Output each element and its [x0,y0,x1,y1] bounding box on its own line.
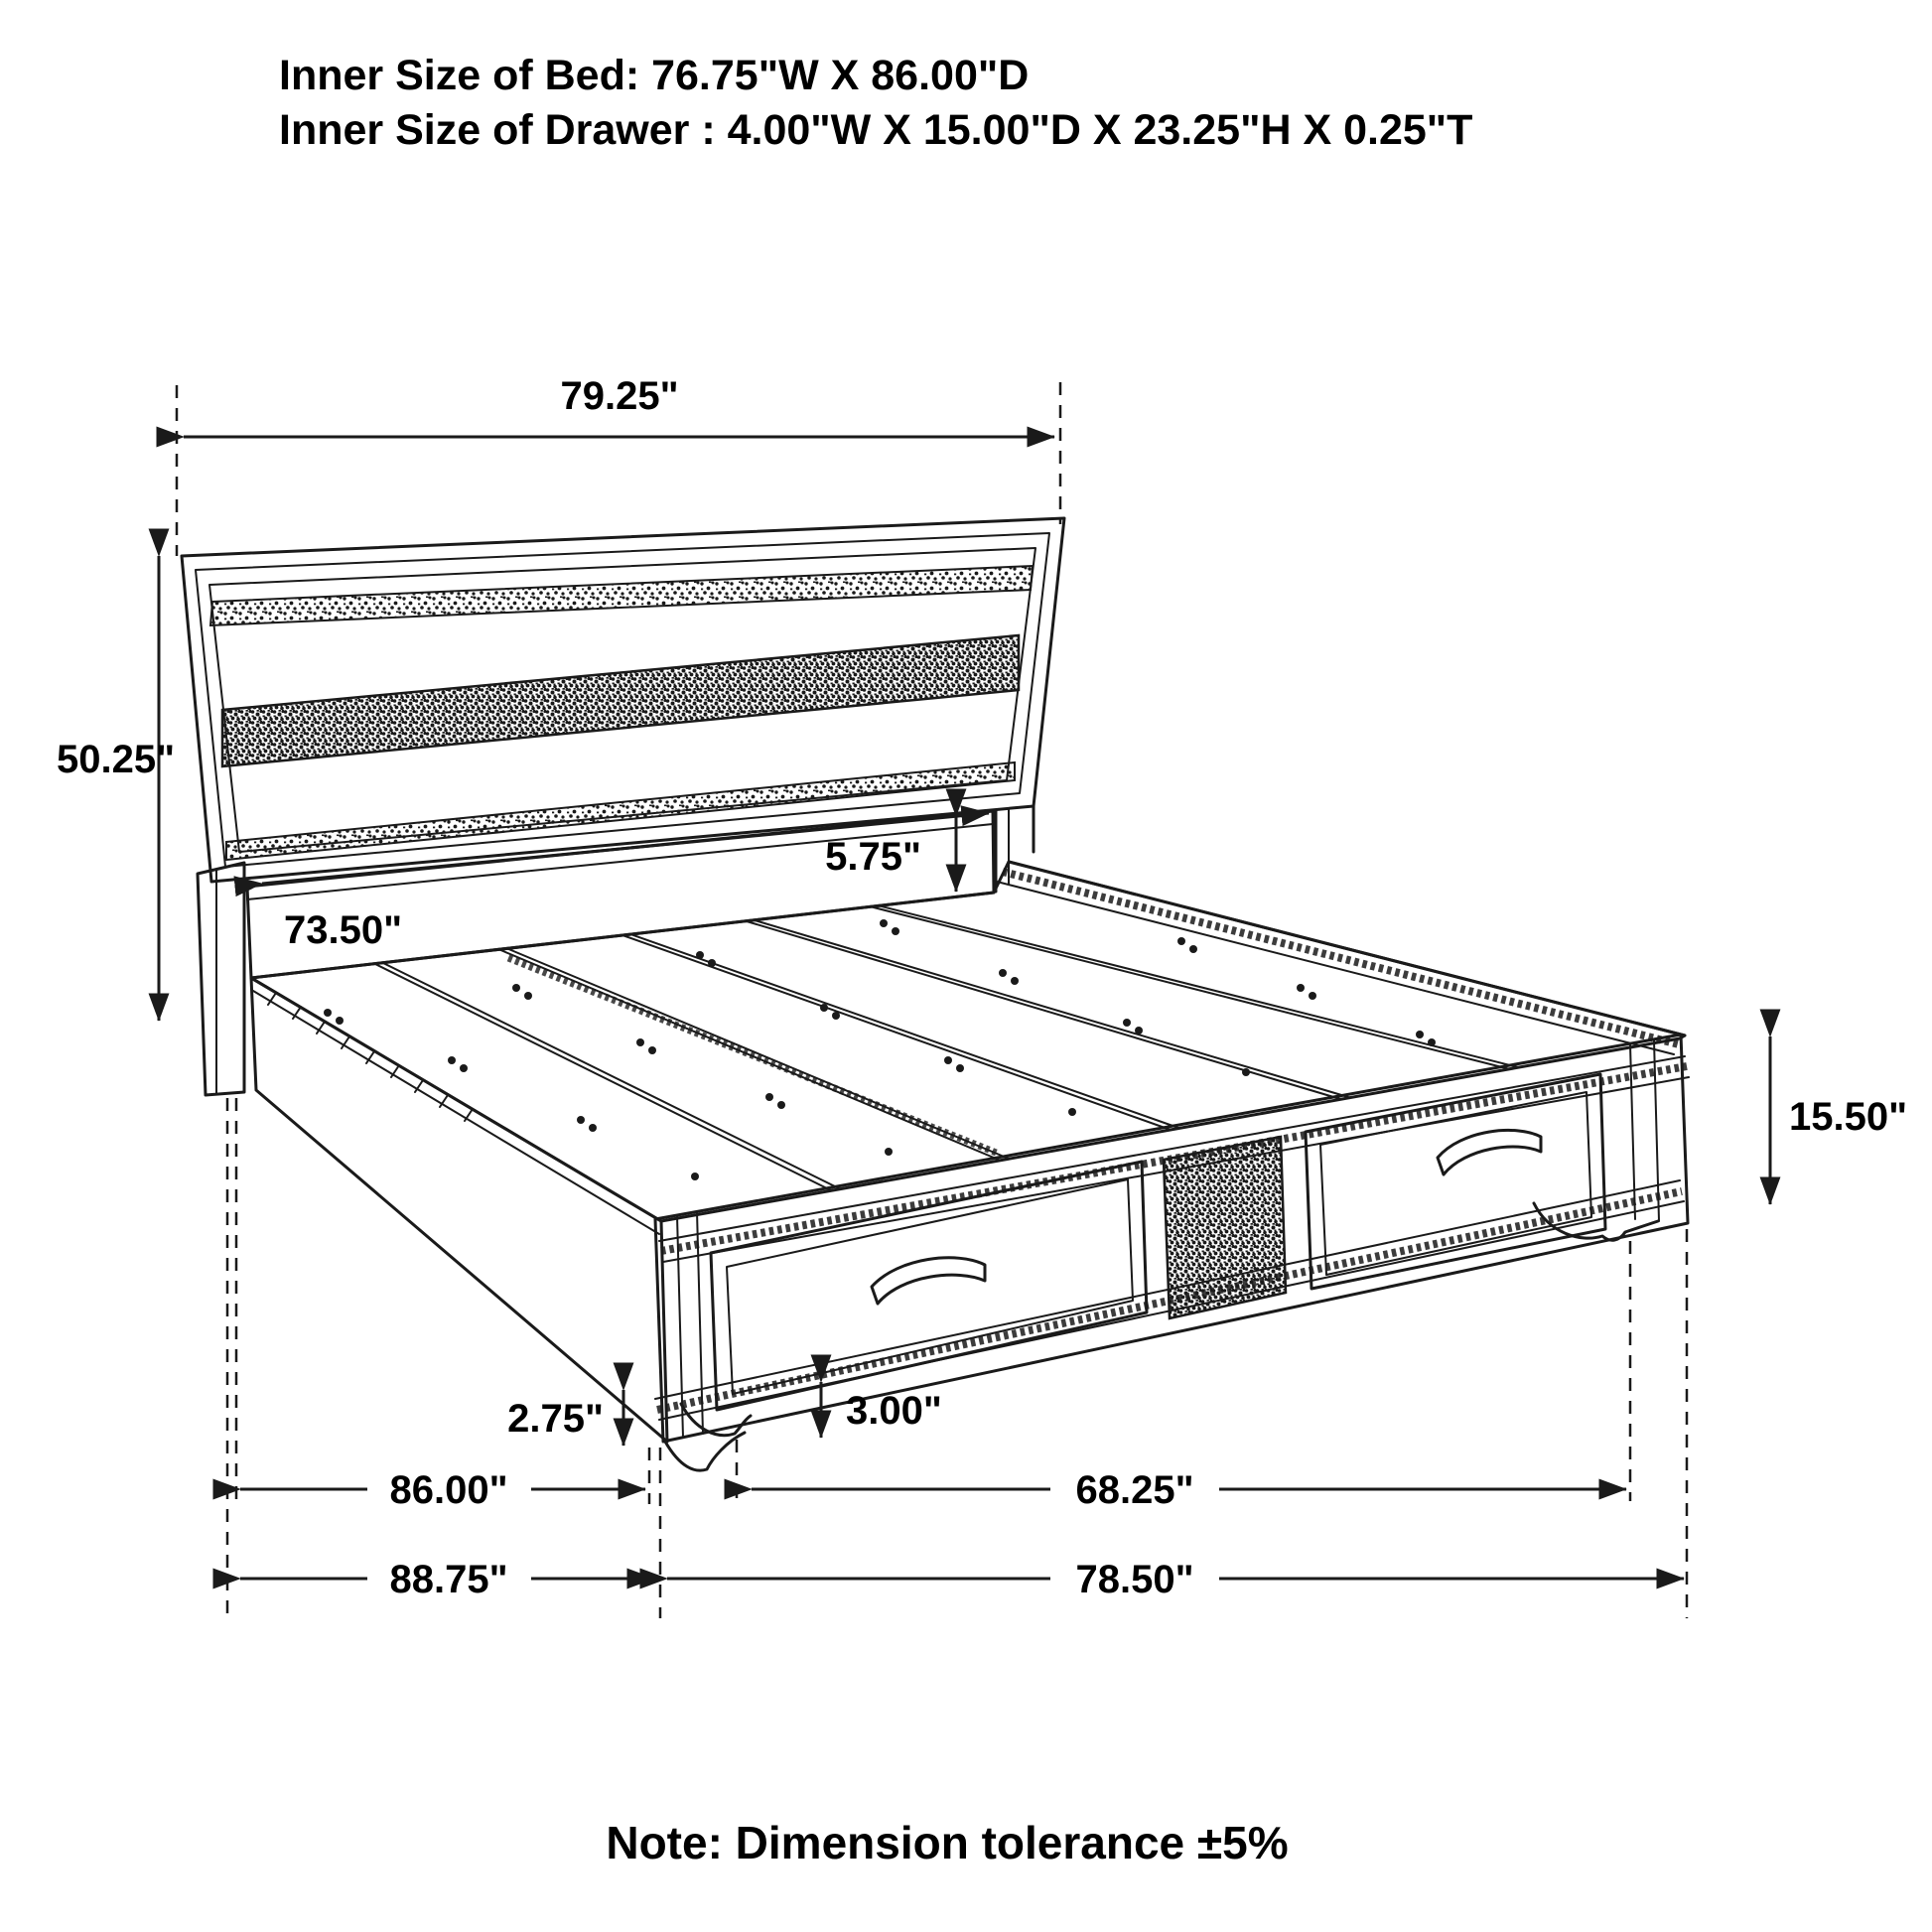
dim-footboard-height [1770,1036,1907,1204]
dim-footboard-height-label: 15.50" [1789,1095,1908,1139]
dim-headboard-height-label: 50.25" [57,738,176,781]
right-drawer-handle [1438,1130,1541,1174]
dim-foot-clearance-label: 3.00" [846,1389,942,1433]
dim-top-width-label: 79.25" [560,374,679,418]
footboard [655,1035,1689,1470]
rail-hatching [268,993,473,1121]
footboard-glitter-panel [1164,1137,1286,1318]
headboard-left-leg [198,863,244,1095]
dim-side-depth-label: 86.00" [389,1468,508,1512]
dim-left-clearance [507,1390,623,1446]
right-drawer [1306,1074,1605,1289]
dimension-annotations [57,374,1907,1618]
headboard-top-trim [210,566,1033,625]
dim-overall-width [667,1553,1684,1601]
right-rail-beaded-trim [1003,872,1679,1044]
left-drawer-handle [872,1258,985,1304]
dim-headboard-height [57,556,175,1021]
dim-drawer-section-label: 68.25" [1075,1468,1194,1512]
headboard-glitter-band [222,635,1019,766]
dim-foot-clearance [821,1382,942,1438]
platform-deck [251,862,1685,1221]
left-side-rail [251,978,667,1442]
dim-rail-height-label: 5.75" [825,835,921,879]
extension-lines [227,1098,1687,1618]
dim-overall-width-label: 78.50" [1075,1558,1194,1601]
dim-overall-depth-label: 88.75" [389,1558,508,1601]
dim-top-width [177,374,1060,556]
dim-drawer-section [752,1463,1626,1512]
dim-left-clearance-label: 2.75" [507,1397,604,1441]
inner-size-drawer-text: Inner Size of Drawer : 4.00"W X 15.00"D X 23.25"H X 0.25"T [279,106,1473,154]
dim-side-depth [240,1463,645,1512]
headboard [182,518,1064,882]
title-block [279,52,1472,154]
bracket-feet [665,1203,1658,1470]
dim-overall-depth [240,1553,654,1601]
dim-inner-width-label: 73.50" [284,908,403,952]
tolerance-note: Note: Dimension tolerance ±5% [606,1817,1289,1868]
inner-size-bed-text: Inner Size of Bed: 76.75"W X 86.00"D [279,52,1030,99]
